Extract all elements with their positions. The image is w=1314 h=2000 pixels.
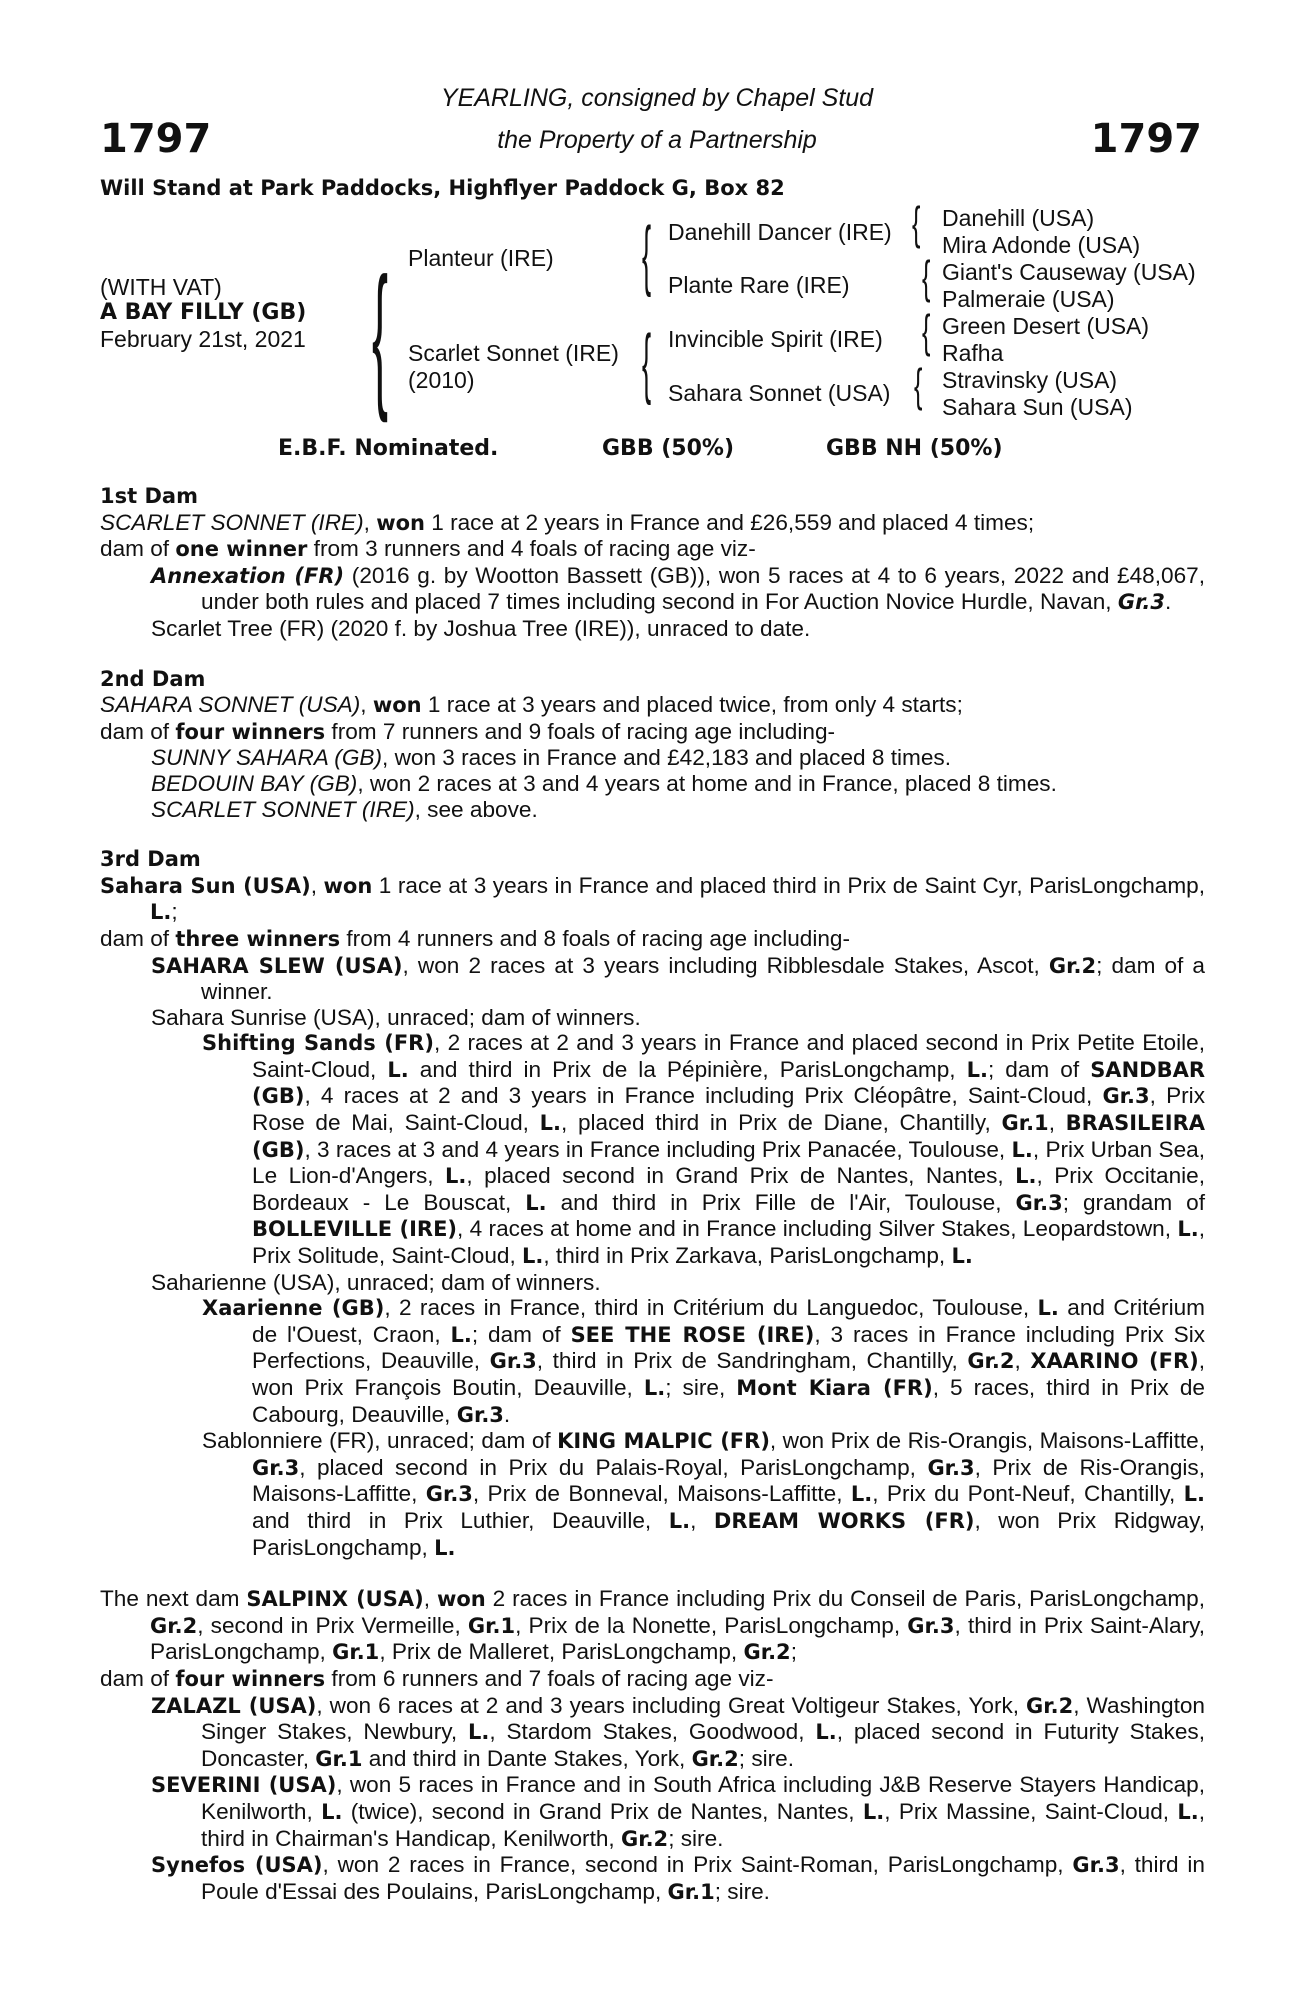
first-dam-produce-intro: dam of one winner from 3 runners and 4 foals of racing age viz- [100,536,756,562]
second-dam-text: SAHARA SONNET (USA), won 1 race at 3 years and placed twice, from only 4 starts; [100,692,963,718]
horse-dob: February 21st, 2021 [100,326,306,352]
produce-zalazl: ZALAZL (USA), won 6 races at 2 and 3 years including Great Voltigeur Stakes, York, Gr.2, Washington Singer Stakes, Newbury, L., Stardom Stakes, Goodwood, L., placed second in Futurity Stakes, Doncaster, Gr.1 and third in Dante Stakes, York, Gr.2; sire. [151,1692,1205,1771]
pedigree-sss: Danehill (USA) [942,205,1095,231]
pedigree-dd: Sahara Sonnet (USA) [668,380,891,406]
produce-sahara-sunrise: Sahara Sunrise (USA), unraced; dam of winners. [151,1004,641,1030]
produce-sablonniere: Sablonniere (FR), unraced; dam of KING MALPIC (FR), won Prix de Ris-Orangis, Maisons-Laffitte, Gr.3, placed second in Prix du Palais-Royal, ParisLongchamp, Gr.3, Prix de Ris-Orangis, Maisons-Laffitte, Gr.3, Prix de Bonneval, Maisons-Laffitte, L., Prix du Pont-Neuf, Chantilly, L. and third in Prix Luthier, Deauville, L., DREAM WORKS (FR), won Prix Ridgway, ParisLongchamp, L. [202,1428,1205,1560]
brace-dd: { [914,359,923,411]
produce-scarlet-tree: Scarlet Tree (FR) (2020 f. by Joshua Tree (IRE)), unraced to date. [151,615,811,641]
produce-synefos: Synefos (USA), won 2 races in France, second in Prix Saint-Roman, ParisLongchamp, Gr.3, third in Poule d'Essai des Poulains, ParisLongchamp, Gr.1; sire. [151,1852,1205,1904]
next-dam-produce-intro: dam of four winners from 6 runners and 7 foals of racing age viz- [100,1665,774,1691]
ebf-nominated: E.B.F. Nominated. [278,436,499,461]
third-dam-heading: 3rd Dam [100,847,201,872]
pedigree-brace-dam: { [642,318,652,406]
gbb-nh-tag: GBB NH (50%) [826,436,1003,461]
pedigree-sds: Giant's Causeway (USA) [942,259,1196,285]
pedigree-brace-main: { [372,244,389,423]
pedigree-dss: Green Desert (USA) [942,313,1150,339]
lot-number-left: 1797 [100,116,212,162]
horse-name: A BAY FILLY (GB) [100,300,307,325]
gbb-tag: GBB (50%) [602,436,735,461]
first-dam-text: SCARLET SONNET (IRE), won 1 race at 2 years in France and £26,559 and placed 4 times; [100,509,1035,535]
produce-xaarienne: Xaarienne (GB), 2 races in France, third in Critérium du Languedoc, Toulouse, L. and Critérium de l'Ouest, Craon, L.; dam of SEE THE ROSE (IRE), 3 races in France including Prix Six Perfections, Deauville, Gr.3, third in Prix de Sandringham, Chantilly, Gr.2, XAARINO (FR), won Prix François Boutin, Deauville, L.; sire, Mont Kiara (FR), 5 races, third in Prix de Cabourg, Deauville, Gr.3. [202,1295,1206,1427]
brace-sd: { [922,251,931,303]
produce-sahara-slew: SAHARA SLEW (USA), won 2 races at 3 years including Ribblesdale Stakes, Ascot, Gr.2; dam of a winner. [151,952,1205,1005]
pedigree-dam-year: (2010) [408,367,475,393]
stand-location: Will Stand at Park Paddocks, Highflyer Paddock G, Box 82 [100,176,785,200]
third-dam-produce-intro: dam of three winners from 4 runners and 8 foals of racing age including- [100,925,851,951]
produce-saharienne: Saharienne (USA), unraced; dam of winners. [151,1269,601,1295]
lot-number-right: 1797 [1090,116,1202,162]
pedigree-sdd: Palmeraie (USA) [942,286,1115,312]
property-line: the Property of a Partnership [497,126,817,154]
produce-annexation: Annexation (FR) (2016 g. by Wootton Bassett (GB)), won 5 races at 4 to 6 years, 2022 and £48,067, under both rules and placed 7 times including second in For Auction Novice Hurdle, Navan, Gr.3. [151,562,1205,615]
pedigree-ds: Invincible Spirit (IRE) [668,326,883,352]
produce-bedouin-bay: BEDOUIN BAY (GB), won 2 races at 3 and 4 years at home and in France, placed 8 times. [151,770,1057,796]
third-dam-text: Sahara Sun (USA), won 1 race at 3 years in France and placed third in Prix de Saint Cyr, ParisLongchamp, L.; [100,872,1205,925]
consignor-line: YEARLING, consigned by Chapel Stud [440,84,874,112]
brace-ss: { [912,197,921,249]
produce-shifting-sands: Shifting Sands (FR), 2 races at 2 and 3 years in France and placed second in Prix Petite Etoile, Saint-Cloud, L. and third in Prix de la Pépinière, ParisLongchamp, L.; dam of SANDBAR (GB), 4 races at 2 and 3 years in France including Prix Cléopâtre, Saint-Cloud, Gr.3, Prix Rose de Mai, Saint-Cloud, L., placed third in Prix de Diane, Chantilly, Gr.1, BRASILEIRA (GB), 3 races at 3 and 4 years in France including Prix Panacée, Toulouse, L., Prix Urban Sea, Le Lion-d'Angers, L., placed second in Grand Prix de Nantes, Nantes, L., Prix Occitanie, Bordeaux - Le Bouscat, L. and third in Prix Fille de l'Air, Toulouse, Gr.3; grandam of BOLLEVILLE (IRE), 4 races at home and in France including Silver Stakes, Leopardstown, L., Prix Solitude, Saint-Cloud, L., third in Prix Zarkava, ParisLongchamp, L. [202,1030,1206,1269]
brace-ds: { [922,305,931,357]
second-dam-heading: 2nd Dam [100,666,206,691]
pedigree-ss: Danehill Dancer (IRE) [668,219,892,245]
produce-sunny-sahara: SUNNY SAHARA (GB), won 3 races in France and £42,183 and placed 8 times. [151,745,951,771]
pedigree-ssd: Mira Adonde (USA) [942,232,1141,258]
first-dam-heading: 1st Dam [100,484,198,508]
produce-scarlet-sonnet: SCARLET SONNET (IRE), see above. [151,796,538,822]
pedigree-dam: Scarlet Sonnet (IRE) [408,340,619,366]
pedigree-brace-sire: { [642,210,652,298]
pedigree-dds: Stravinsky (USA) [942,367,1118,393]
vat-note: (WITH VAT) [100,274,222,300]
produce-severini: SEVERINI (USA), won 5 races in France and in South Africa including J&B Reserve Stayers Handicap, Kenilworth, L. (twice), second in Grand Prix de Nantes, Nantes, L., Prix Massine, Saint-Cloud, L., third in Chairman's Handicap, Kenilworth, Gr.2; sire. [151,1772,1205,1851]
catalogue-body [100,484,1205,1905]
pedigree-dsd: Rafha [942,340,1004,366]
next-dam-text: The next dam SALPINX (USA), won 2 races in France including Prix du Conseil de Paris, ParisLongchamp, Gr.2, second in Prix Vermeille, Gr.1, Prix de la Nonette, ParisLongchamp, Gr.3, third in Prix Saint-Alary, ParisLongchamp, Gr.1, Prix de Malleret, ParisLongchamp, Gr.2; [100,1586,1206,1665]
second-dam-produce-intro: dam of four winners from 7 runners and 9 foals of racing age including- [100,718,836,744]
pedigree-sire: Planteur (IRE) [408,245,554,271]
pedigree-sd: Plante Rare (IRE) [668,272,850,298]
pedigree-ddd: Sahara Sun (USA) [942,394,1133,420]
